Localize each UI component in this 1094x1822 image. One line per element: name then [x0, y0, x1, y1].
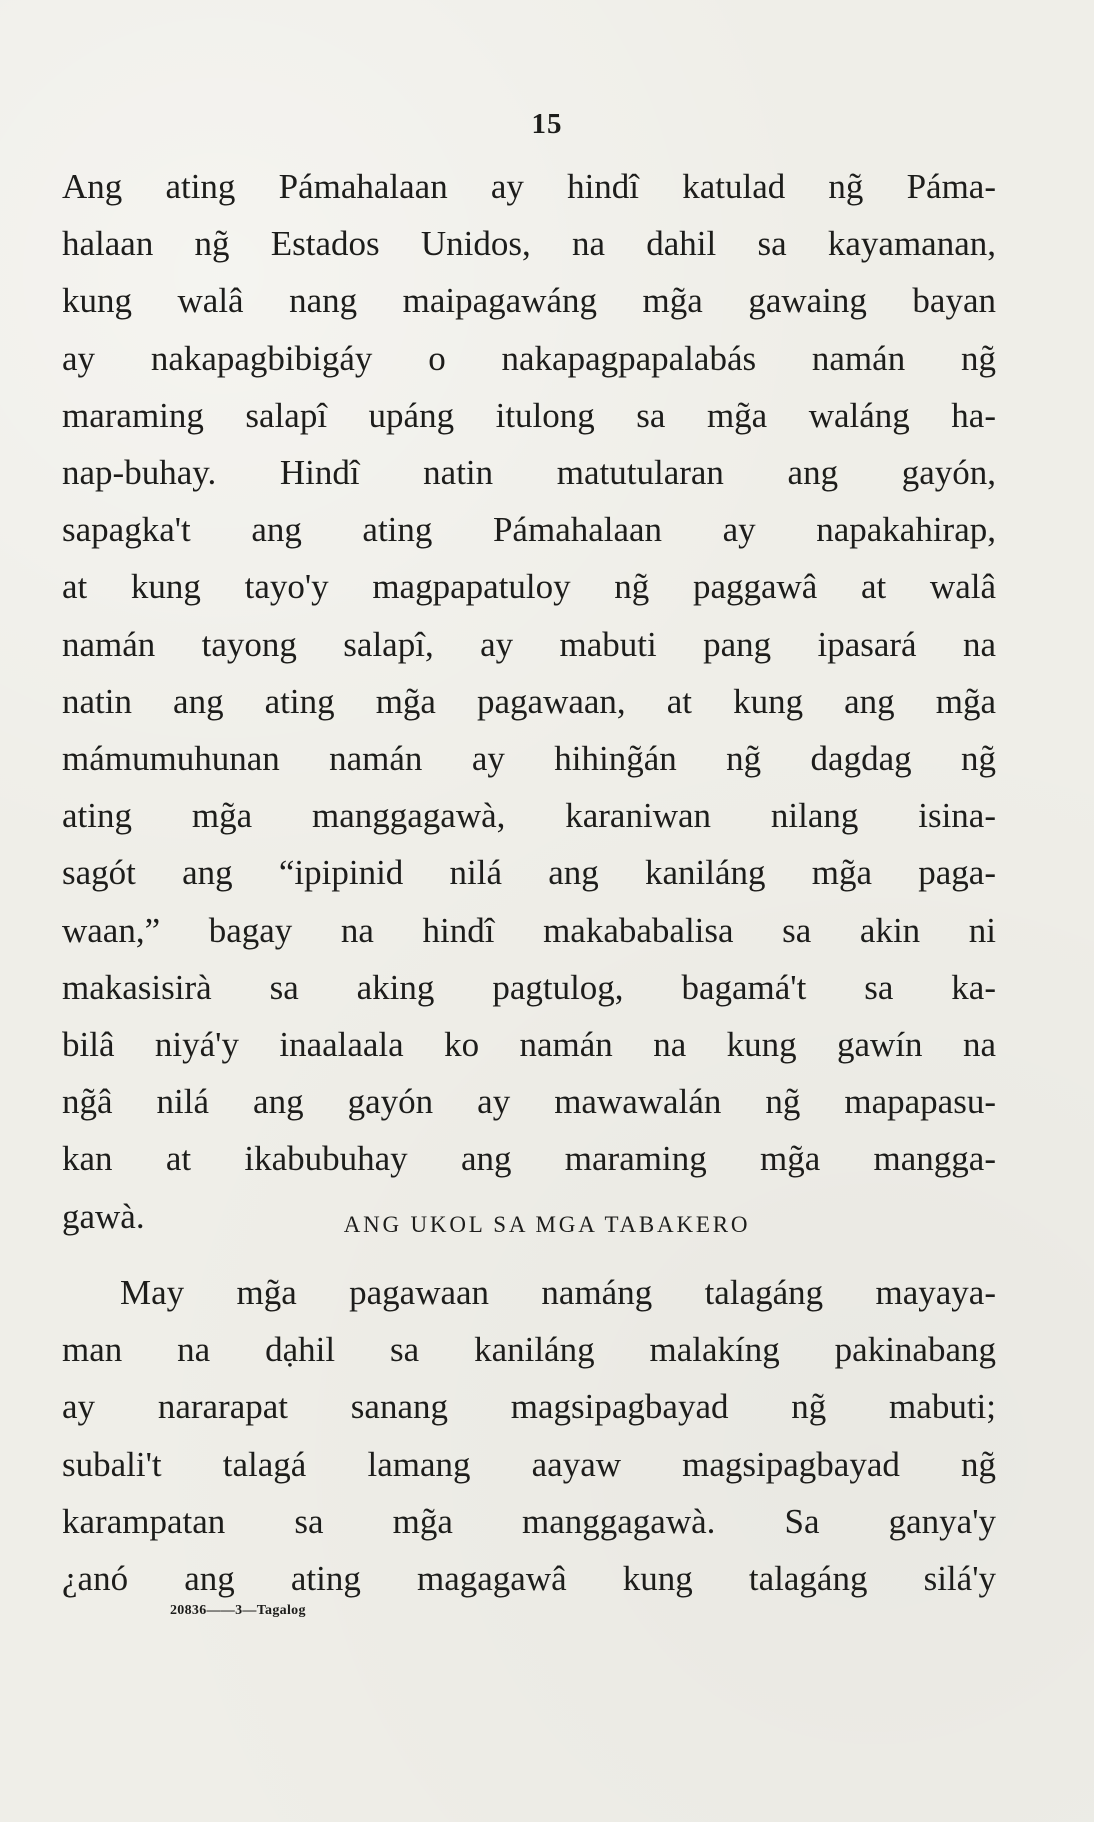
paragraph-line: gawà. [62, 1196, 145, 1236]
paragraph-line: ating mg̃a manggagawà, karaniwan nilang isina- [62, 796, 996, 836]
paragraph-line: maraming salapî upáng itulong sa mg̃a waláng ha- [62, 395, 996, 435]
paragraph-line: ng̃â nilá ang gayón ay mawawalán ng̃ mapapasu- [62, 1082, 996, 1122]
paragraph-line: namán tayong salapî, ay mabuti pang ipasará na [62, 624, 996, 664]
paragraph-line: Ang ating Pámahalaan ay hindî katulad ng̃ Páma- [62, 167, 996, 206]
paragraph-line: ay nakapagbibigáy o nakapagpapalabás namán ng̃ [62, 338, 996, 378]
paragraph-line: subali't talagá lamang aayaw magsipagbayad ng̃ [62, 1444, 996, 1484]
paragraph-line: ay nararapat sanang magsipagbayad ng̃ mabuti; [62, 1387, 996, 1427]
paragraph-tobacco-workers [62, 1264, 996, 1607]
paragraph-line: at kung tayo'y magpapatuloy ng̃ paggawâ at walâ [62, 567, 996, 607]
paragraph-line: man na dạhil sa kaniláng malakíng pakinabang [62, 1330, 996, 1370]
paragraph-line: sagót ang “ipipinid nilá ang kaniláng mg̃a paga- [62, 853, 996, 893]
paragraph-line: halaan ng̃ Estados Unidos, na dahil sa kayamanan, [62, 224, 996, 264]
paragraph-line: ¿anó ang ating magagawâ kung talagáng silá'y [62, 1559, 996, 1599]
paragraph-line: kung walâ nang maipagawáng mg̃a gawaing bayan [62, 281, 996, 321]
page-number: 15 [531, 108, 563, 140]
paragraph-line: May mg̃a pagawaan namáng talagáng mayaya- [120, 1273, 996, 1312]
paragraph-line: mámumuhunan namán ay hihing̃án ng̃ dagdag ng̃ [62, 739, 996, 779]
paragraph-government-payments [62, 158, 996, 1245]
paragraph-line: makasisirà sa aking pagtulog, bagamá't sa ka- [62, 967, 996, 1007]
paragraph-line: natin ang ating mg̃a pagawaan, at kung ang mg̃a [62, 681, 996, 721]
paragraph-line: karampatan sa mg̃a manggagawà. Sa ganya'y [62, 1501, 996, 1541]
paragraph-line: nap-buhay. Hindî natin matutularan ang gayón, [62, 453, 996, 493]
section-heading: ANG UKOL SA MGA TABAKERO [343, 1212, 751, 1237]
paragraph-line: bilâ niyá'y inaalaala ko namán na kung gawín na [62, 1025, 996, 1065]
paragraph-line: kan at ikabubuhay ang maraming mg̃a mangga- [62, 1139, 996, 1179]
paragraph-line: sapagka't ang ating Pámahalaan ay napakahirap, [62, 510, 996, 550]
printer-signature: 20836——3—Tagalog [170, 1603, 306, 1618]
paragraph-line: waan,” bagay na hindî makababalisa sa akin ni [62, 910, 996, 950]
